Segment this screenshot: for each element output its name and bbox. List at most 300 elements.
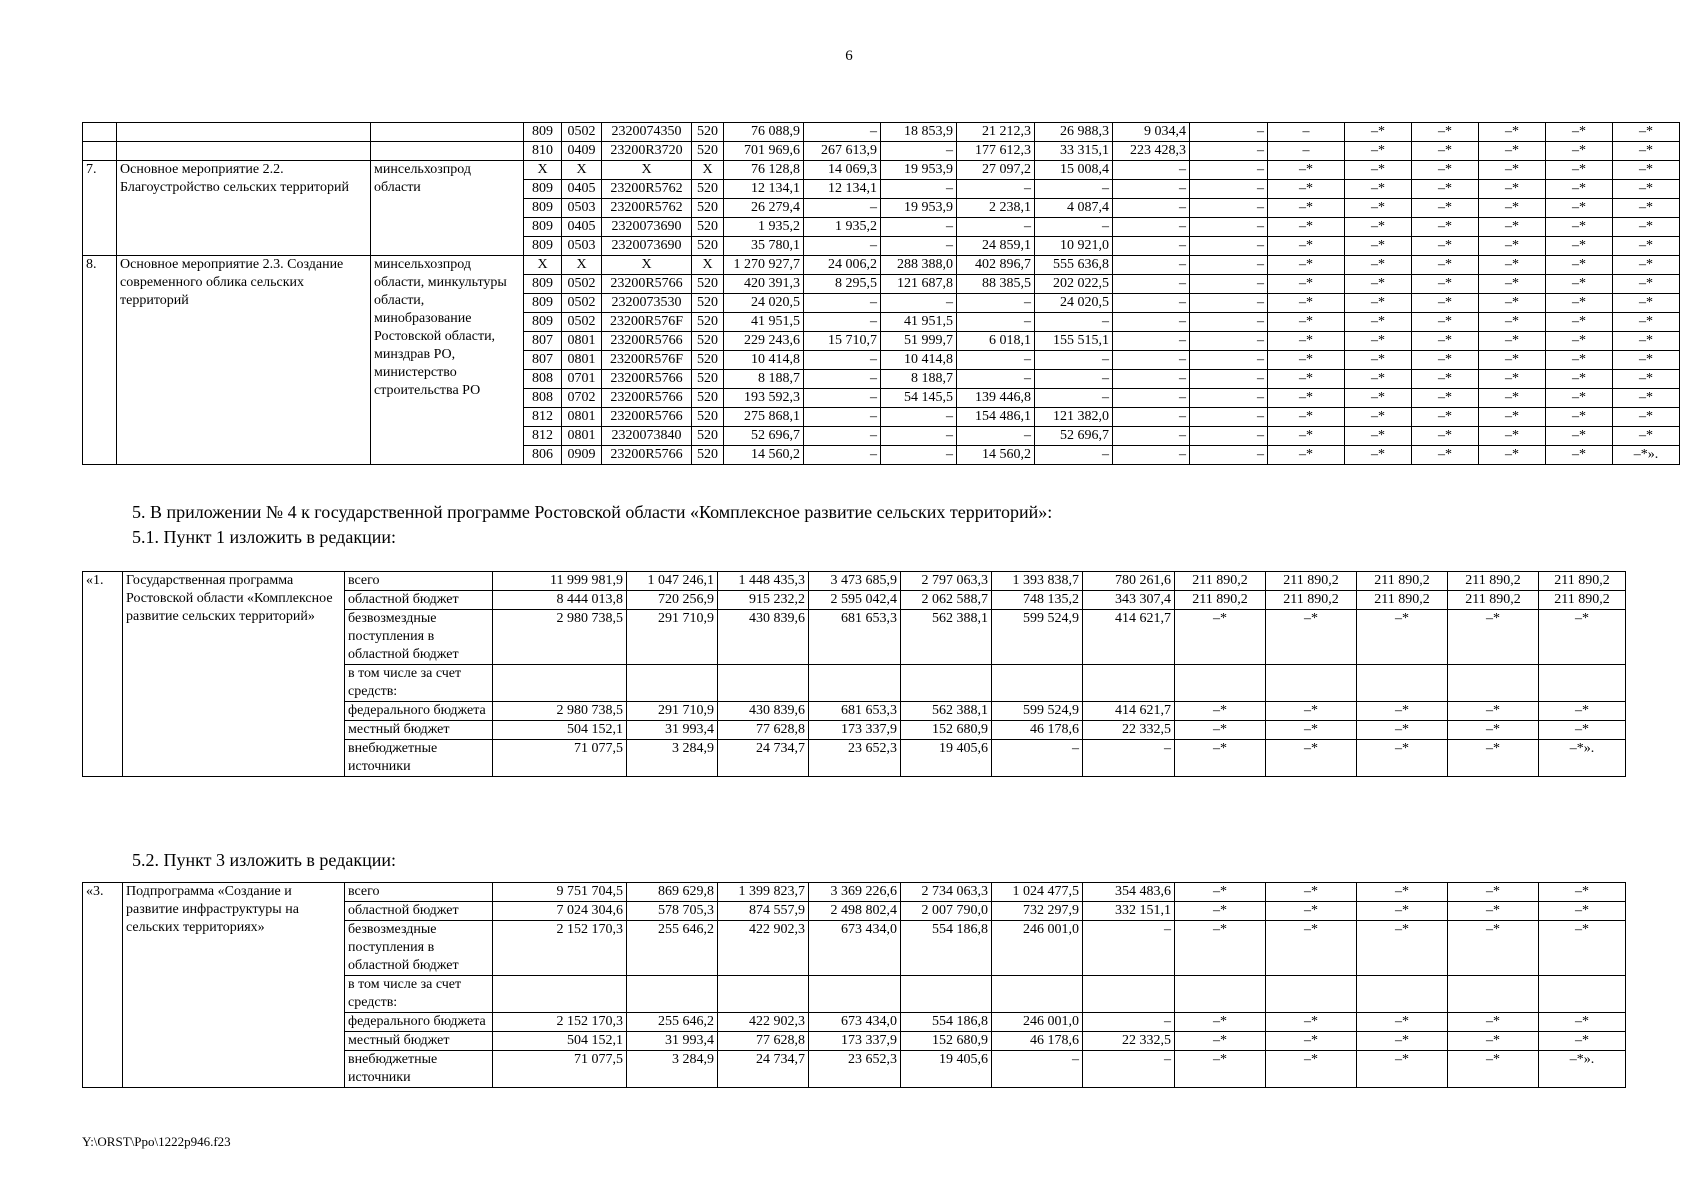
code-cell: X bbox=[602, 256, 692, 275]
code-cell: 2320074350 bbox=[602, 123, 692, 142]
amount-cell: – bbox=[1035, 370, 1113, 389]
amount-cell: – bbox=[957, 294, 1035, 313]
amount-cell: –* bbox=[1268, 446, 1345, 465]
code-cell: 810 bbox=[524, 142, 562, 161]
activity-name-cell: Основное мероприятие 2.3. Создание современного облика сельских территорий bbox=[117, 256, 371, 465]
amount-cell: 701 969,6 bbox=[724, 142, 804, 161]
amount-cell: – bbox=[1190, 294, 1268, 313]
amount-cell: –* bbox=[1268, 427, 1345, 446]
code-cell: 23200R3720 bbox=[602, 142, 692, 161]
code-cell: 23200R5766 bbox=[602, 332, 692, 351]
amount-cell: –* bbox=[1345, 199, 1412, 218]
code-cell: 0502 bbox=[562, 123, 602, 142]
amount-cell: 22 332,5 bbox=[1083, 1032, 1175, 1051]
amount-cell: 420 391,3 bbox=[724, 275, 804, 294]
amount-cell: 275 868,1 bbox=[724, 408, 804, 427]
amount-cell: –* bbox=[1412, 161, 1479, 180]
amount-cell: –* bbox=[1546, 389, 1613, 408]
amount-cell: – bbox=[1113, 161, 1190, 180]
amount-cell: –* bbox=[1345, 237, 1412, 256]
amount-cell: 24 734,7 bbox=[718, 1051, 809, 1088]
amount-cell: – bbox=[804, 294, 881, 313]
amount-cell: –* bbox=[1479, 370, 1546, 389]
amount-cell: 9 751 704,5 bbox=[493, 883, 627, 902]
amount-cell: –* bbox=[1268, 313, 1345, 332]
amount-cell: – bbox=[957, 427, 1035, 446]
amount-cell: –* bbox=[1412, 256, 1479, 275]
amount-cell bbox=[1357, 976, 1448, 1013]
amount-cell: – bbox=[804, 389, 881, 408]
amount-cell: 76 088,9 bbox=[724, 123, 804, 142]
code-cell: 23200R5766 bbox=[602, 275, 692, 294]
amount-cell: –* bbox=[1539, 902, 1626, 921]
code-cell: 520 bbox=[692, 370, 724, 389]
amount-cell: –* bbox=[1345, 180, 1412, 199]
amount-cell: – bbox=[804, 313, 881, 332]
amount-cell: 267 613,9 bbox=[804, 142, 881, 161]
amount-cell: – bbox=[1190, 218, 1268, 237]
amount-cell: –* bbox=[1546, 351, 1613, 370]
amount-cell: 46 178,6 bbox=[992, 721, 1083, 740]
amount-cell: –* bbox=[1479, 180, 1546, 199]
amount-cell: 2 980 738,5 bbox=[493, 610, 627, 665]
amount-cell: 211 890,2 bbox=[1357, 591, 1448, 610]
code-cell: X bbox=[562, 256, 602, 275]
amount-cell: –* bbox=[1412, 446, 1479, 465]
amount-cell: –* bbox=[1268, 370, 1345, 389]
code-cell: 520 bbox=[692, 408, 724, 427]
amount-cell bbox=[1083, 976, 1175, 1013]
amount-cell: 121 687,8 bbox=[881, 275, 957, 294]
amount-cell bbox=[1357, 665, 1448, 702]
amount-cell: –* bbox=[1357, 921, 1448, 976]
amount-cell: –* bbox=[1546, 256, 1613, 275]
code-cell: 809 bbox=[524, 123, 562, 142]
amount-cell: 8 188,7 bbox=[724, 370, 804, 389]
amount-cell: 177 612,3 bbox=[957, 142, 1035, 161]
amount-cell: –* bbox=[1539, 1032, 1626, 1051]
amount-cell: 673 434,0 bbox=[809, 1013, 901, 1032]
amount-cell: 562 388,1 bbox=[901, 610, 992, 665]
amount-cell: – bbox=[1190, 370, 1268, 389]
amount-cell: 14 069,3 bbox=[804, 161, 881, 180]
code-cell: 520 bbox=[692, 180, 724, 199]
amount-cell bbox=[809, 976, 901, 1013]
amount-cell: –* bbox=[1412, 313, 1479, 332]
amount-cell: – bbox=[957, 180, 1035, 199]
code-cell: 809 bbox=[524, 199, 562, 218]
funding-source-cell: всего bbox=[345, 883, 493, 902]
amount-cell: –* bbox=[1479, 313, 1546, 332]
amount-cell: 71 077,5 bbox=[493, 740, 627, 777]
amount-cell: 10 414,8 bbox=[724, 351, 804, 370]
amount-cell: 10 921,0 bbox=[1035, 237, 1113, 256]
amount-cell: 2 152 170,3 bbox=[493, 1013, 627, 1032]
amount-cell: – bbox=[957, 218, 1035, 237]
amount-cell: 35 780,1 bbox=[724, 237, 804, 256]
amount-cell: –*». bbox=[1539, 740, 1626, 777]
code-cell: 520 bbox=[692, 294, 724, 313]
amount-cell bbox=[809, 665, 901, 702]
amount-cell: –* bbox=[1175, 740, 1266, 777]
funding-source-cell: безвозмездные поступления в областной бюджет bbox=[345, 610, 493, 665]
amount-cell: 422 902,3 bbox=[718, 1013, 809, 1032]
amount-cell: –* bbox=[1268, 237, 1345, 256]
amount-cell: –* bbox=[1175, 721, 1266, 740]
code-cell: 2320073530 bbox=[602, 294, 692, 313]
amount-cell: – bbox=[1190, 180, 1268, 199]
amount-cell: 52 696,7 bbox=[1035, 427, 1113, 446]
amount-cell bbox=[627, 976, 718, 1013]
amount-cell: 88 385,5 bbox=[957, 275, 1035, 294]
amount-cell: – bbox=[1035, 180, 1113, 199]
paragraph-5: 5. В приложении № 4 к государственной программе Ростовской области «Комплексное развитие сельских территорий»: bbox=[132, 502, 1053, 522]
amount-cell: –* bbox=[1357, 721, 1448, 740]
amount-cell: – bbox=[1035, 313, 1113, 332]
amount-cell: –* bbox=[1175, 610, 1266, 665]
amount-cell: – bbox=[1083, 1013, 1175, 1032]
code-cell: X bbox=[562, 161, 602, 180]
amount-cell: – bbox=[1268, 142, 1345, 161]
amount-cell: –* bbox=[1479, 256, 1546, 275]
program-name-cell: Государственная программа Ростовской области «Комплексное развитие сельских территорий» bbox=[123, 572, 345, 777]
amount-cell: –* bbox=[1268, 199, 1345, 218]
amount-cell: –* bbox=[1412, 427, 1479, 446]
amount-cell: 155 515,1 bbox=[1035, 332, 1113, 351]
code-cell: 23200R5762 bbox=[602, 180, 692, 199]
amount-cell: –* bbox=[1448, 1051, 1539, 1088]
amount-cell: –* bbox=[1268, 351, 1345, 370]
amount-cell: 193 592,3 bbox=[724, 389, 804, 408]
amount-cell: 21 212,3 bbox=[957, 123, 1035, 142]
amount-cell: –* bbox=[1266, 610, 1357, 665]
amount-cell: 874 557,9 bbox=[718, 902, 809, 921]
amount-cell: – bbox=[1190, 256, 1268, 275]
amount-cell: –* bbox=[1546, 142, 1613, 161]
code-cell: 809 bbox=[524, 294, 562, 313]
amount-cell: –* bbox=[1613, 351, 1680, 370]
amount-cell: 255 646,2 bbox=[627, 921, 718, 976]
amount-cell: 26 279,4 bbox=[724, 199, 804, 218]
amount-cell: –* bbox=[1448, 740, 1539, 777]
amount-cell: 554 186,8 bbox=[901, 1013, 992, 1032]
amount-cell: – bbox=[1190, 389, 1268, 408]
amount-cell: –* bbox=[1546, 294, 1613, 313]
code-cell: 809 bbox=[524, 275, 562, 294]
amount-cell: –* bbox=[1175, 702, 1266, 721]
code-cell: 809 bbox=[524, 237, 562, 256]
amount-cell: –* bbox=[1546, 446, 1613, 465]
amount-cell: 46 178,6 bbox=[992, 1032, 1083, 1051]
amount-cell: –* bbox=[1357, 902, 1448, 921]
amount-cell: 173 337,9 bbox=[809, 721, 901, 740]
amount-cell bbox=[901, 665, 992, 702]
amount-cell: –* bbox=[1345, 161, 1412, 180]
amount-cell: –* bbox=[1266, 702, 1357, 721]
amount-cell: –* bbox=[1357, 1013, 1448, 1032]
amount-cell: – bbox=[1190, 237, 1268, 256]
code-cell: 0409 bbox=[562, 142, 602, 161]
funding-source-cell: областной бюджет bbox=[345, 902, 493, 921]
code-cell: 0503 bbox=[562, 237, 602, 256]
code-cell: 520 bbox=[692, 142, 724, 161]
amount-cell: –* bbox=[1357, 1051, 1448, 1088]
amount-cell: – bbox=[1113, 389, 1190, 408]
amount-cell: –* bbox=[1448, 921, 1539, 976]
amount-cell: –* bbox=[1357, 883, 1448, 902]
amount-cell: –* bbox=[1345, 218, 1412, 237]
code-cell: 0701 bbox=[562, 370, 602, 389]
amount-cell: 291 710,9 bbox=[627, 702, 718, 721]
code-cell: 809 bbox=[524, 218, 562, 237]
amount-cell: – bbox=[881, 218, 957, 237]
amount-cell: –* bbox=[1479, 161, 1546, 180]
amount-cell: 152 680,9 bbox=[901, 721, 992, 740]
amount-cell: –* bbox=[1412, 389, 1479, 408]
amount-cell: 12 134,1 bbox=[804, 180, 881, 199]
amount-cell: – bbox=[957, 313, 1035, 332]
amount-cell: 246 001,0 bbox=[992, 1013, 1083, 1032]
amount-cell: – bbox=[1113, 446, 1190, 465]
amount-cell: – bbox=[1268, 123, 1345, 142]
amount-cell: 869 629,8 bbox=[627, 883, 718, 902]
amount-cell: –* bbox=[1613, 123, 1680, 142]
amount-cell: 54 145,5 bbox=[881, 389, 957, 408]
amount-cell: –* bbox=[1448, 721, 1539, 740]
amount-cell: – bbox=[1113, 351, 1190, 370]
code-cell: 520 bbox=[692, 275, 724, 294]
amount-cell: 1 399 823,7 bbox=[718, 883, 809, 902]
activity-name-cell: Основное мероприятие 2.2. Благоустройство сельских территорий bbox=[117, 161, 371, 256]
amount-cell: –* bbox=[1448, 610, 1539, 665]
code-cell: 23200R5766 bbox=[602, 370, 692, 389]
amount-cell: 41 951,5 bbox=[881, 313, 957, 332]
row-number-cell: 7. bbox=[83, 161, 117, 256]
code-cell: 0405 bbox=[562, 180, 602, 199]
activity-name-cell bbox=[117, 142, 371, 161]
amount-cell: – bbox=[1113, 313, 1190, 332]
amount-cell: – bbox=[1035, 389, 1113, 408]
amount-cell: – bbox=[1113, 275, 1190, 294]
code-cell: 2320073840 bbox=[602, 427, 692, 446]
amount-cell: 255 646,2 bbox=[627, 1013, 718, 1032]
amount-cell: 673 434,0 bbox=[809, 921, 901, 976]
row-number-cell bbox=[83, 123, 117, 142]
code-cell: 2320073690 bbox=[602, 218, 692, 237]
amount-cell: 41 951,5 bbox=[724, 313, 804, 332]
code-cell: 806 bbox=[524, 446, 562, 465]
amount-cell: – bbox=[1113, 408, 1190, 427]
amount-cell: – bbox=[1113, 218, 1190, 237]
table-row bbox=[83, 256, 1680, 275]
amount-cell: 2 498 802,4 bbox=[809, 902, 901, 921]
amount-cell: –* bbox=[1357, 740, 1448, 777]
amount-cell: –*». bbox=[1539, 1051, 1626, 1088]
amount-cell: –* bbox=[1546, 275, 1613, 294]
amount-cell: –* bbox=[1345, 142, 1412, 161]
amount-cell: 211 890,2 bbox=[1539, 591, 1626, 610]
code-cell: X bbox=[602, 161, 692, 180]
amount-cell: –* bbox=[1539, 1013, 1626, 1032]
program-name-cell: Подпрограмма «Создание и развитие инфраструктуры на сельских территориях» bbox=[123, 883, 345, 1088]
amount-cell: – bbox=[1113, 237, 1190, 256]
amount-cell: –* bbox=[1345, 123, 1412, 142]
amount-cell: –* bbox=[1479, 294, 1546, 313]
amount-cell: 19 953,9 bbox=[881, 161, 957, 180]
amount-cell: –* bbox=[1479, 427, 1546, 446]
amount-cell: 152 680,9 bbox=[901, 1032, 992, 1051]
amount-cell: 8 295,5 bbox=[804, 275, 881, 294]
code-cell: 520 bbox=[692, 218, 724, 237]
amount-cell: –* bbox=[1613, 237, 1680, 256]
amount-cell: –* bbox=[1479, 351, 1546, 370]
amount-cell: 3 369 226,6 bbox=[809, 883, 901, 902]
amount-cell: 77 628,8 bbox=[718, 1032, 809, 1051]
amount-cell: 24 859,1 bbox=[957, 237, 1035, 256]
amount-cell: 211 890,2 bbox=[1175, 572, 1266, 591]
amount-cell: 27 097,2 bbox=[957, 161, 1035, 180]
code-cell: 0801 bbox=[562, 351, 602, 370]
amount-cell: – bbox=[1083, 740, 1175, 777]
amount-cell: –* bbox=[1268, 332, 1345, 351]
amount-cell: 4 087,4 bbox=[1035, 199, 1113, 218]
amount-cell: – bbox=[1113, 332, 1190, 351]
amount-cell bbox=[1266, 665, 1357, 702]
amount-cell: –* bbox=[1345, 427, 1412, 446]
amount-cell: –* bbox=[1448, 883, 1539, 902]
amount-cell: – bbox=[804, 123, 881, 142]
amount-cell: 1 024 477,5 bbox=[992, 883, 1083, 902]
code-cell: 520 bbox=[692, 199, 724, 218]
funding-source-cell: внебюджетные источники bbox=[345, 1051, 493, 1088]
amount-cell: 33 315,1 bbox=[1035, 142, 1113, 161]
amount-cell: 19 953,9 bbox=[881, 199, 957, 218]
amount-cell: –* bbox=[1412, 123, 1479, 142]
code-cell: 520 bbox=[692, 123, 724, 142]
code-cell: 0801 bbox=[562, 332, 602, 351]
code-cell: 23200R5762 bbox=[602, 199, 692, 218]
amount-cell bbox=[718, 665, 809, 702]
amount-cell: – bbox=[1113, 199, 1190, 218]
amount-cell: 343 307,4 bbox=[1083, 591, 1175, 610]
amount-cell: –* bbox=[1345, 294, 1412, 313]
amount-cell: 681 653,3 bbox=[809, 702, 901, 721]
amount-cell: – bbox=[1190, 275, 1268, 294]
amount-cell: 1 448 435,3 bbox=[718, 572, 809, 591]
amount-cell: –* bbox=[1412, 351, 1479, 370]
amount-cell: 154 486,1 bbox=[957, 408, 1035, 427]
amount-cell: 720 256,9 bbox=[627, 591, 718, 610]
amount-cell: 31 993,4 bbox=[627, 721, 718, 740]
amount-cell: 223 428,3 bbox=[1113, 142, 1190, 161]
amount-cell: –* bbox=[1539, 883, 1626, 902]
executor-cell: минсельхозпрод области bbox=[371, 161, 524, 256]
amount-cell: 1 393 838,7 bbox=[992, 572, 1083, 591]
amount-cell: 211 890,2 bbox=[1266, 591, 1357, 610]
amount-cell: –* bbox=[1479, 218, 1546, 237]
amount-cell: 24 020,5 bbox=[1035, 294, 1113, 313]
amount-cell: 31 993,4 bbox=[627, 1032, 718, 1051]
amount-cell: –* bbox=[1613, 161, 1680, 180]
amount-cell: –* bbox=[1546, 218, 1613, 237]
amount-cell: – bbox=[1190, 446, 1268, 465]
amount-cell: –* bbox=[1266, 921, 1357, 976]
amount-cell: 173 337,9 bbox=[809, 1032, 901, 1051]
amount-cell: 402 896,7 bbox=[957, 256, 1035, 275]
code-cell: 23200R5766 bbox=[602, 446, 692, 465]
amount-cell: –* bbox=[1613, 408, 1680, 427]
amount-cell bbox=[718, 976, 809, 1013]
amount-cell: –* bbox=[1448, 1013, 1539, 1032]
amount-cell: –* bbox=[1539, 610, 1626, 665]
executor-cell: минсельхозпрод области, минкультуры области, минобразование Ростовской области, минздрав РО, министерство строительства РО bbox=[371, 256, 524, 465]
amount-cell: – bbox=[1083, 1051, 1175, 1088]
amount-cell: –* bbox=[1613, 142, 1680, 161]
amount-cell: –* bbox=[1613, 313, 1680, 332]
amount-cell: –* bbox=[1357, 1032, 1448, 1051]
amount-cell: –* bbox=[1412, 332, 1479, 351]
amount-cell: – bbox=[1113, 180, 1190, 199]
amount-cell: –* bbox=[1268, 161, 1345, 180]
amount-cell: –* bbox=[1613, 427, 1680, 446]
table-row bbox=[83, 123, 1680, 142]
code-cell: 808 bbox=[524, 370, 562, 389]
code-cell: 0909 bbox=[562, 446, 602, 465]
amount-cell bbox=[901, 976, 992, 1013]
amount-cell: 51 999,7 bbox=[881, 332, 957, 351]
amount-cell: –* bbox=[1479, 123, 1546, 142]
code-cell: 520 bbox=[692, 237, 724, 256]
amount-cell: –* bbox=[1613, 332, 1680, 351]
amount-cell: –* bbox=[1613, 199, 1680, 218]
code-cell: 520 bbox=[692, 427, 724, 446]
amount-cell: –* bbox=[1546, 161, 1613, 180]
amount-cell: – bbox=[1035, 446, 1113, 465]
amount-cell: – bbox=[1190, 142, 1268, 161]
amount-cell: –* bbox=[1345, 370, 1412, 389]
amount-cell bbox=[1539, 976, 1626, 1013]
amount-cell: – bbox=[1190, 161, 1268, 180]
amount-cell: 1 935,2 bbox=[724, 218, 804, 237]
amount-cell: 554 186,8 bbox=[901, 921, 992, 976]
amount-cell: – bbox=[881, 142, 957, 161]
amount-cell: –* bbox=[1268, 275, 1345, 294]
amount-cell: –* bbox=[1479, 446, 1546, 465]
code-cell: 807 bbox=[524, 332, 562, 351]
amount-cell: 24 734,7 bbox=[718, 740, 809, 777]
funding-source-cell: внебюджетные источники bbox=[345, 740, 493, 777]
amount-cell: –* bbox=[1357, 702, 1448, 721]
code-cell: 0502 bbox=[562, 294, 602, 313]
code-cell: 23200R5766 bbox=[602, 408, 692, 427]
amount-cell: –* bbox=[1546, 199, 1613, 218]
amount-cell: 430 839,6 bbox=[718, 610, 809, 665]
amount-cell: – bbox=[881, 408, 957, 427]
code-cell: 0801 bbox=[562, 408, 602, 427]
amount-cell: – bbox=[804, 237, 881, 256]
amount-cell bbox=[493, 976, 627, 1013]
code-cell: 809 bbox=[524, 313, 562, 332]
amount-cell: 8 188,7 bbox=[881, 370, 957, 389]
amount-cell: – bbox=[992, 740, 1083, 777]
amount-cell: –* bbox=[1546, 123, 1613, 142]
amount-cell bbox=[627, 665, 718, 702]
amount-cell: –* bbox=[1546, 427, 1613, 446]
amount-cell: –* bbox=[1479, 199, 1546, 218]
paragraph-5-1: 5.1. Пункт 1 изложить в редакции: bbox=[132, 527, 396, 547]
amount-cell: 1 047 246,1 bbox=[627, 572, 718, 591]
amount-cell: –* bbox=[1266, 740, 1357, 777]
